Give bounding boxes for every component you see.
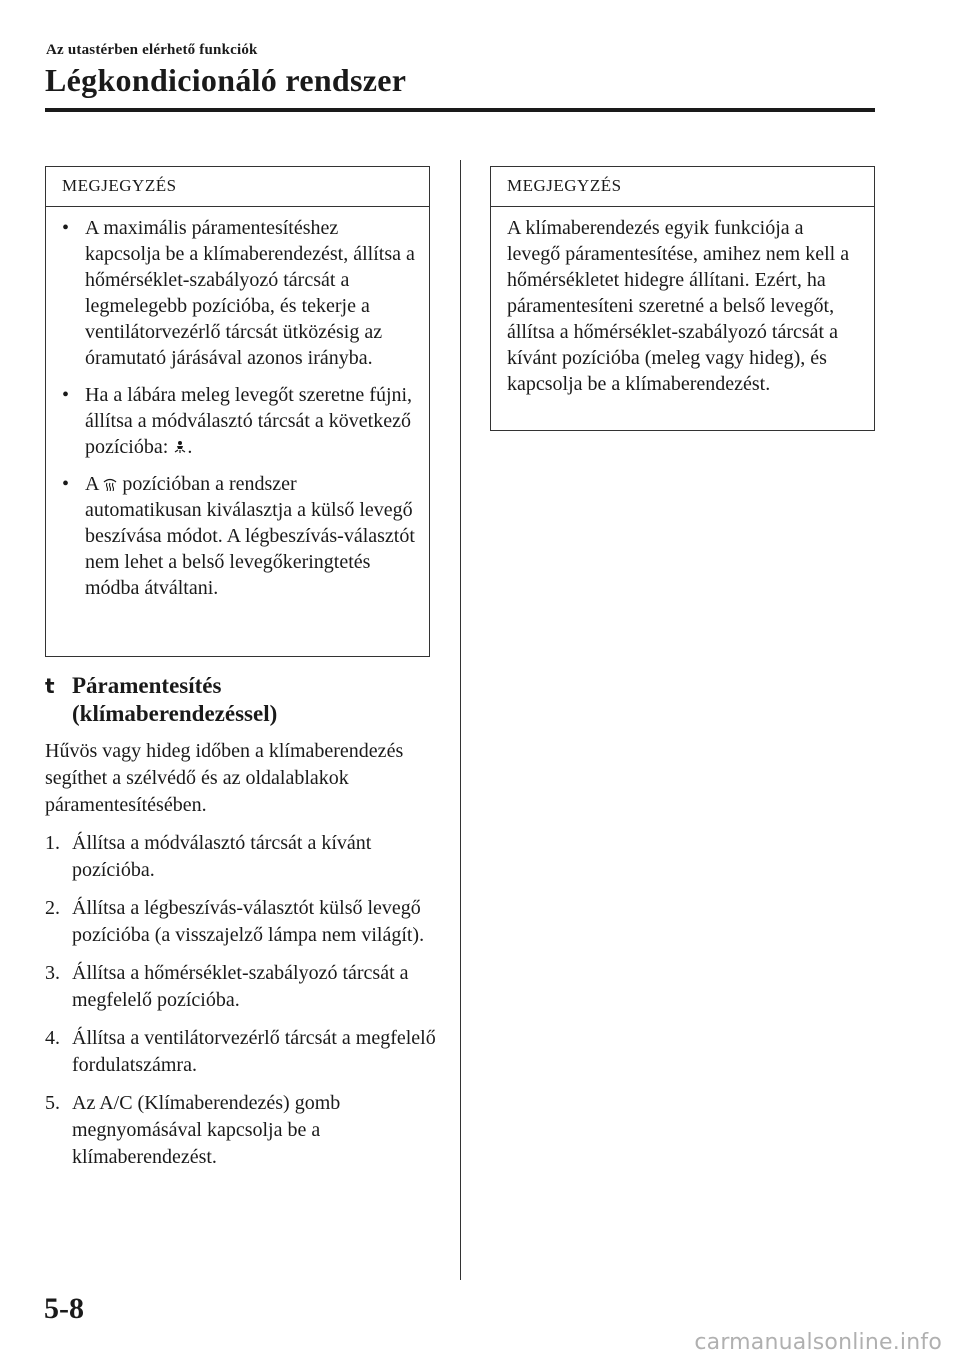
- note-bullet-text: Ha a lábára meleg levegőt szeretne fújni, állítsa a módválasztó tárcsát a következő pozícióba:: [85, 384, 413, 458]
- step-text: Az A/C (Klímaberendezés) gomb megnyomásával kapcsolja be a klímaberendezést.: [72, 1092, 341, 1168]
- step-list: [45, 830, 445, 1182]
- note-bullet: [62, 215, 415, 371]
- note-box-right: [490, 166, 875, 431]
- list-item: [45, 1090, 445, 1171]
- watermark: carmanualsonline.info: [694, 1330, 942, 1355]
- page-number: 5-8: [44, 1292, 84, 1325]
- step-number: 1.: [45, 832, 60, 854]
- list-item: [45, 895, 445, 949]
- floor-mode-icon: [173, 440, 187, 454]
- list-item: [45, 960, 445, 1014]
- step-text: Állítsa a ventilátorvezérlő tárcsát a megfelelő fordulatszámra.: [72, 1027, 436, 1076]
- list-item: [45, 1025, 445, 1079]
- section-title-line2: (klímaberendezéssel): [72, 701, 278, 726]
- header-rule: [45, 108, 875, 112]
- note-bullet-text: A maximális páramentesítéshez kapcsolja be a klímaberendezést, állítsa a hőmérséklet-szabályozó tárcsát a legmelegebb pozícióba, és tekerje a ventilátorvezérlő tárcsát ütközésig az óramutató járásával azonos irányba.: [85, 217, 415, 369]
- note-bullet-text: pozícióban a rendszer automatikusan kiválasztja a külső levegő beszívása módot. A légbeszívás-választót nem lehet a belső levegőkeringtetés módba átváltani.: [85, 473, 415, 599]
- note-bullet: [62, 471, 415, 601]
- page-title: Légkondicionáló rendszer: [45, 62, 407, 98]
- list-item: [45, 830, 445, 884]
- step-text: Állítsa a hőmérséklet-szabályozó tárcsát a megfelelő pozícióba.: [72, 962, 409, 1011]
- column-divider: [460, 160, 461, 1280]
- step-number: 3.: [45, 962, 60, 984]
- note-heading: MEGJEGYZÉS: [46, 167, 429, 207]
- note-text: A klímaberendezés egyik funkciója a levegő páramentesítése, amihez nem kell a hőmérsékletet hidegre állítani. Ezért, ha páramentesíteni szeretné a belső levegőt, állítsa a hőmérséklet-szabályozó tárcsát a kívánt pozícióba (meleg vagy hideg), és kapcsolja be a klímaberendezést.: [507, 217, 850, 395]
- note-bullet-text: A: [85, 473, 104, 495]
- section-label: Az utastérben elérhető funkciók: [46, 42, 258, 58]
- bullet-dot: •: [62, 473, 70, 495]
- step-text: Állítsa a módválasztó tárcsát a kívánt pozícióba.: [72, 832, 372, 881]
- note-bullet: [62, 382, 415, 460]
- section-title-line1: Páramentesítés: [72, 673, 222, 698]
- note-bullet-text: .: [187, 436, 193, 458]
- bullet-dot: •: [62, 384, 70, 406]
- section-intro: Hűvös vagy hideg időben a klímaberendezés segíthet a szélvédő és az oldalablakok páramentesítésében.: [45, 740, 404, 816]
- step-number: 5.: [45, 1092, 60, 1114]
- step-text: Állítsa a légbeszívás-választót külső levegő pozícióba (a visszajelző lámpa nem világít).: [72, 897, 425, 946]
- note-heading: MEGJEGYZÉS: [491, 167, 874, 207]
- defrost-icon: [103, 477, 117, 491]
- bullet-dot: •: [62, 217, 70, 239]
- step-number: 2.: [45, 897, 60, 919]
- section-heading: [45, 672, 445, 728]
- section-marker: t: [45, 674, 55, 698]
- note-box-left: [45, 166, 430, 657]
- step-number: 4.: [45, 1027, 60, 1049]
